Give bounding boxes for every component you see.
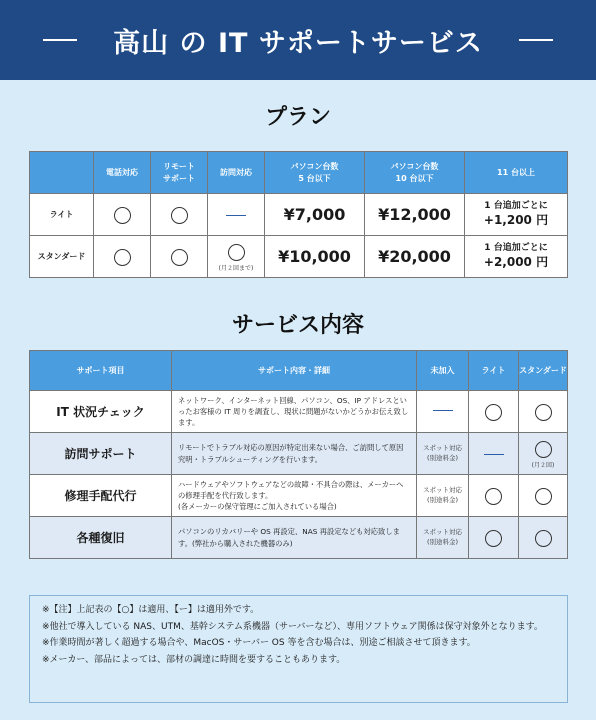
- service-desc: ハードウェアやソフトウェアなどの故障・不具合の際は、メーカーへの修理手配を代行致します。 (各メーカーの保守管理にご加入されている場合): [172, 475, 417, 517]
- circle-mark: [535, 441, 552, 458]
- circle-mark: [535, 404, 552, 421]
- service-name: IT 状況チェック: [30, 391, 172, 433]
- standard-cell: [519, 475, 568, 517]
- price-10: ¥12,000: [365, 194, 465, 236]
- standard-note: (月２回): [531, 461, 555, 469]
- price-5: ¥10,000: [265, 236, 365, 278]
- service-col-header: ライト: [469, 351, 519, 391]
- price-10: ¥20,000: [365, 236, 465, 278]
- service-col-header: 未加入: [417, 351, 469, 391]
- plan-row: [30, 236, 568, 278]
- circle-mark: [171, 249, 188, 266]
- plan-name: スタンダード: [30, 236, 94, 278]
- standard-cell: [519, 433, 568, 475]
- lite-cell: [469, 517, 519, 559]
- service-row: [30, 517, 568, 559]
- note-item: ※作業時間が著しく超過する場合や、MacOS・サーバー OS 等を含む場合は、別途ご相談させて頂きます。: [42, 638, 476, 648]
- service-name: 各種復旧: [30, 517, 172, 559]
- plan-visit-cell: [208, 194, 265, 236]
- lite-cell: [469, 475, 519, 517]
- plan-phone-cell: [94, 236, 151, 278]
- service-desc: リモートでトラブル対応の原因が特定出来ない場合、ご訪問して原因究明・トラブルシューティングを行います。: [172, 433, 417, 475]
- service-col-header: スタンダード: [519, 351, 568, 391]
- extra-line2: +2,000 円: [483, 255, 549, 270]
- service-desc: ネットワーク、インターネット回線、パソコン、OS、IP アドレスといったお客様の IT 周りを調査し、現状に問題がないかどうかお伝え致します。: [172, 391, 417, 433]
- price-extra: [465, 236, 568, 278]
- circle-mark: [485, 404, 502, 421]
- unjoined-cell: [417, 391, 469, 433]
- standard-cell: [519, 391, 568, 433]
- note-item: ※【注】上記表の【○】は適用、【ー】は適用外です。: [42, 605, 260, 615]
- page-title: 高山 の IT サポートサービス: [113, 27, 483, 59]
- dash-mark: [226, 215, 246, 217]
- circle-mark: [228, 244, 245, 261]
- service-row: [30, 475, 568, 517]
- visit-note: (月２回まで): [218, 264, 254, 272]
- unjoined-cell: スポット対応 (別途料金): [417, 475, 469, 517]
- extra-line1: 1 台追加ごとに: [484, 242, 548, 253]
- service-col-header: サポート項目: [30, 351, 172, 391]
- service-row: [30, 391, 568, 433]
- service-section-title: サービス内容: [231, 313, 364, 338]
- plan-col-header: 11 台以上: [465, 152, 568, 194]
- service-name: 修理手配代行: [30, 475, 172, 517]
- service-col-header: サポート内容・詳細: [172, 351, 417, 391]
- circle-mark: [114, 207, 131, 224]
- service-desc: パソコンのリカバリーや OS 再設定、NAS 再設定なども対応致します。(弊社から購入された機器のみ): [172, 517, 417, 559]
- plan-row: [30, 194, 568, 236]
- plan-remote-cell: [151, 194, 208, 236]
- plan-remote-cell: [151, 236, 208, 278]
- plan-name: ライト: [30, 194, 94, 236]
- notes-box: [29, 595, 568, 703]
- plan-col-header: リモート サポート: [151, 152, 208, 194]
- circle-mark: [535, 530, 552, 547]
- unjoined-cell: スポット対応 (別途料金): [417, 517, 469, 559]
- price-5: ¥7,000: [265, 194, 365, 236]
- note-item: ※他社で導入している NAS、UTM、基幹システム系機器（サーバーなど）、専用ソフトウェア関係は保守対象外となります。: [42, 621, 543, 632]
- header-left-line: [43, 39, 77, 41]
- plan-table: [29, 151, 568, 278]
- circle-mark: [485, 488, 502, 505]
- service-name: 訪問サポート: [30, 433, 172, 475]
- unjoined-cell: スポット対応 (別途料金): [417, 433, 469, 475]
- header-right-line: [519, 39, 553, 41]
- circle-mark: [114, 249, 131, 266]
- lite-cell: [469, 433, 519, 475]
- circle-mark: [485, 530, 502, 547]
- plan-col-header: パソコン台数 10 台以下: [365, 152, 465, 194]
- circle-mark: [535, 488, 552, 505]
- dash-mark: [484, 454, 504, 456]
- service-row: [30, 433, 568, 475]
- plan-col-header: 電話対応: [94, 152, 151, 194]
- plan-col-header: パソコン台数 5 台以下: [265, 152, 365, 194]
- plan-corner-header: [30, 152, 94, 194]
- dash-mark: [433, 410, 453, 412]
- plan-col-header: 訪問対応: [208, 152, 265, 194]
- page-header: [0, 0, 596, 80]
- lite-cell: [469, 391, 519, 433]
- plan-section-title: プラン: [264, 105, 331, 130]
- plan-phone-cell: [94, 194, 151, 236]
- extra-line2: +1,200 円: [483, 213, 549, 228]
- price-extra: [465, 194, 568, 236]
- extra-line1: 1 台追加ごとに: [484, 200, 548, 211]
- note-item: ※メーカー、部品によっては、部材の調達に時間を要することもあります。: [42, 654, 346, 665]
- plan-visit-cell: [208, 236, 265, 278]
- standard-cell: [519, 517, 568, 559]
- circle-mark: [171, 207, 188, 224]
- service-table: [29, 350, 568, 559]
